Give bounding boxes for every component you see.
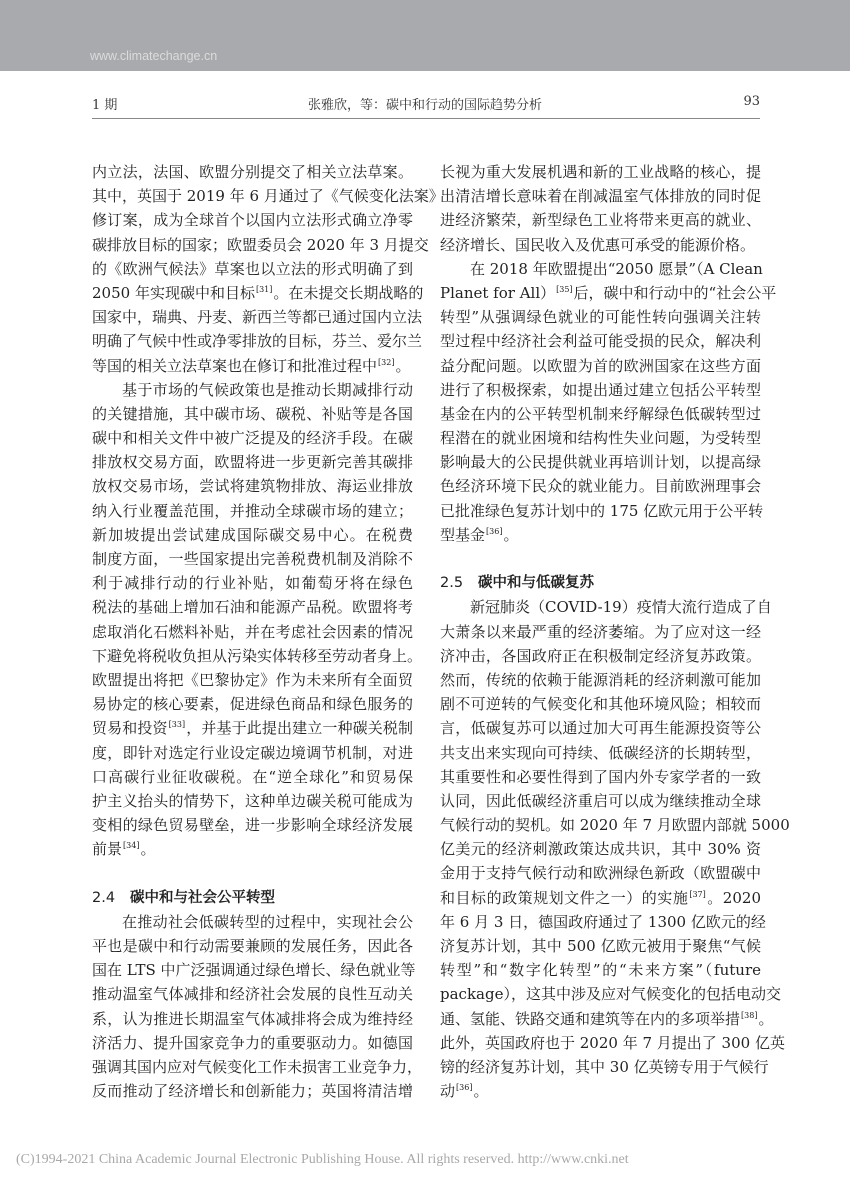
text-line: 已批准绿色复苏计划中的 175 亿欧元用于公平转 — [440, 501, 764, 520]
spacer — [440, 547, 761, 571]
section-title: 碳中和与低碳复苏 — [478, 575, 594, 592]
citation-reference[interactable]: [36] — [486, 526, 503, 536]
citation-reference[interactable]: [38] — [741, 1010, 758, 1020]
text-line: package），这其中涉及应对气候变化的包括电动交 — [440, 985, 781, 1004]
text-line: 影响最大的公民提供就业再培训计划，以提高绿 — [440, 453, 761, 472]
page-number: 93 — [743, 94, 760, 109]
text-segment: 。2020 — [706, 888, 761, 907]
text-line: 色经济环境下民众的就业能力。目前欧洲理事会 — [440, 477, 761, 496]
paragraph — [92, 378, 423, 862]
section-number: 2.5 — [440, 575, 464, 592]
text-line: 济活力、提升国家竞争力的重要驱动力。如德国 — [92, 1033, 413, 1052]
text-line: 修订案，成为全球首个以国内立法形式确立净零 — [92, 211, 413, 230]
text-line: 内立法，法国、欧盟分别提交了相关立法草案。 — [92, 163, 413, 181]
text-line — [440, 281, 777, 305]
text-line: 纳入行业覆盖范围，并推动全球碳市场的建立； — [92, 501, 413, 520]
text-line: 经济增长、国民收入及优惠可承受的能源价格。 — [440, 235, 756, 254]
section-number: 2.4 — [92, 889, 116, 906]
paragraph — [92, 910, 423, 1104]
text-line: 平也是碳中和行动需要兼顾的发展任务，因此各 — [92, 937, 413, 955]
text-line: 此外，英国政府也于 2020 年 7 月提出了 300 亿英 — [440, 1033, 785, 1052]
copyright-footer: (C)1994-2021 China Academic Journal Electronic Publishing House. All rights reserved. http://www.cnki.net — [16, 1152, 629, 1167]
text-line: 出清洁增长意味着在削减温室气体排放的同时促 — [440, 187, 761, 206]
text-line: 新加坡提出尝试建成国际碳交易中心。在税费 — [92, 525, 413, 544]
text-line: 转型”和“数字化转型”的“未来方案”（future — [440, 961, 761, 980]
text-line: 基于市场的气候政策也是推动长期减排行动 — [122, 380, 413, 399]
text-line: 制度方面，一些国家提出完善税费机制及消除不 — [92, 550, 413, 568]
text-line: 言，低碳复苏可以通过加大可再生能源投资等公 — [440, 719, 761, 738]
paragraph — [440, 257, 777, 547]
text-line: 税法的基础上增加石油和能源产品税。欧盟将考 — [92, 598, 413, 617]
text-line: 剧不可逆转的气候变化和其他环境风险；相较而 — [440, 695, 761, 714]
text-line: 程潜在的就业困境和结构性失业问题，为受转型 — [440, 429, 761, 448]
paragraph — [440, 595, 790, 1103]
text-line: 进经济繁荣，新型绿色工业将带来更高的就业、 — [440, 211, 761, 230]
journal-header-band — [0, 0, 850, 71]
text-line: 碳中和相关文件中被广泛提及的经济手段。在碳 — [92, 429, 413, 448]
text-line: 长视为重大发展机遇和新的工业战略的核心，提 — [440, 163, 761, 181]
issue-number: 1 期 — [92, 98, 118, 113]
text-line: 金用于支持气候行动和欧洲绿色新政（欧盟碳中 — [440, 864, 761, 883]
text-line: 其中，英国于 2019 年 6 月通过了《气候变化法案》 — [92, 187, 444, 206]
paragraph — [92, 160, 444, 378]
text-segment: 。 — [473, 1082, 489, 1101]
text-line: 新冠肺炎（COVID-19）疫情大流行造成了自 — [470, 598, 772, 617]
text-segment: ，并基于此提出建立一种碳关税制 — [186, 719, 413, 738]
text-line — [92, 354, 413, 378]
citation-reference[interactable]: [32] — [378, 357, 395, 367]
text-line: 大萧条以来最严重的经济萎缩。为了应对这一经 — [440, 622, 761, 641]
text-line: 亿美元的经济刺激政策达成共识，其中 30% 资 — [440, 840, 761, 859]
text-line — [92, 716, 413, 740]
text-line: 易协定的核心要素，促进绿色商品和绿色服务的 — [92, 695, 413, 714]
citation-reference[interactable]: [34] — [123, 841, 140, 851]
text-line: 虑取消化石燃料补贴，并在考虑社会因素的情况 — [92, 622, 413, 641]
text-segment: 。 — [140, 840, 156, 859]
text-segment: 型基金 — [440, 525, 486, 544]
text-line: 认同，因此低碳经济重启可以成为继续推动全球 — [440, 791, 761, 810]
text-line: 变相的绿色贸易壁垒，进一步影响全球经济发展 — [92, 816, 413, 835]
text-segment: 后，碳中和行动中的“社会公平 — [573, 283, 777, 302]
text-segment: 。在未提交长期战略的 — [273, 283, 424, 302]
text-segment: 等国的相关立法草案也在修订和批准过程中 — [92, 356, 378, 375]
text-line: 在 2018 年欧盟提出“2050 愿景”（A Clean — [470, 259, 763, 278]
text-line: 转型”从强调绿色就业的可能性转向强调关注转 — [440, 308, 761, 327]
text-line: 基金在内的公平转型机制来纾解绿色低碳转型过 — [440, 404, 761, 423]
header-divider — [92, 118, 760, 119]
text-line — [92, 837, 413, 861]
text-segment: 。 — [758, 1009, 774, 1028]
text-line: 推动温室气体减排和经济社会发展的良性互动关 — [92, 985, 413, 1004]
text-line: 镑的经济复苏计划，其中 30 亿英镑专用于气候行 — [440, 1057, 769, 1076]
text-line: 排放权交易方面，欧盟将进一步更新完善其碳排 — [92, 453, 413, 472]
text-line: 利于减排行动的行业补贴，如葡萄牙将在绿色 — [92, 574, 413, 593]
running-title: 张雅欣，等：碳中和行动的国际趋势分析 — [307, 98, 542, 113]
text-line: 护主义抬头的情势下，这种单边碳关税可能成为 — [92, 791, 413, 810]
citation-reference[interactable]: [31] — [255, 284, 273, 294]
text-line — [92, 281, 424, 305]
text-line: 型过程中经济社会利益可能受损的民众，解决利 — [440, 332, 761, 351]
text-segment: 。 — [503, 525, 519, 544]
text-line: 气候行动的契机。如 2020 年 7 月欧盟内部就 5000 — [440, 816, 790, 835]
text-line: 系，认为推进长期温室气体减排将会成为维持经 — [92, 1009, 413, 1028]
text-line: 明确了气候中性或净零排放的目标，芬兰、爱尔兰 — [92, 332, 423, 351]
text-segment: Planet for All） — [440, 283, 556, 302]
citation-reference[interactable]: [36] — [456, 1083, 473, 1093]
text-line: 然而，传统的依赖于能源消耗的经济刺激可能加 — [440, 670, 761, 689]
text-line: 济冲击，各国政府正在积极制定经济复苏政策。 — [440, 646, 761, 665]
text-line: 反而推动了经济增长和创新能力；英国将清洁增 — [92, 1082, 413, 1101]
section-heading — [92, 886, 413, 910]
text-segment: 2050 年实现碳中和目标 — [92, 283, 255, 302]
paragraph — [440, 160, 761, 257]
text-segment: 通、氢能、铁路交通和建筑等在内的多项举措 — [440, 1009, 741, 1028]
journal-website: www.climatechange.cn — [90, 49, 218, 63]
citation-reference[interactable]: [37] — [689, 889, 706, 899]
citation-reference[interactable]: [33] — [168, 720, 186, 730]
text-line: 的《欧洲气候法》草案也以立法的形式明确了到 — [92, 259, 413, 278]
section-heading — [440, 571, 761, 595]
spacer — [92, 861, 413, 885]
text-line: 下避免将税收负担从污染实体转移至劳动者身上。 — [92, 646, 423, 665]
text-line — [440, 886, 761, 910]
text-line — [440, 523, 761, 547]
text-line: 进行了积极探索，如提出通过建立包括公平转型 — [440, 380, 761, 399]
text-line — [440, 1079, 761, 1103]
text-line: 放权交易市场，尝试将建筑物排放、海运业排放 — [92, 477, 413, 496]
text-line: 的关键措施，其中碳市场、碳税、补贴等是各国 — [92, 404, 413, 423]
text-line: 其重要性和必要性得到了国内外专家学者的一致 — [440, 767, 761, 786]
text-line: 口高碳行业征收碳税。在“逆全球化”和贸易保 — [92, 767, 413, 786]
citation-reference[interactable]: [35] — [556, 284, 573, 294]
left-column — [92, 160, 444, 1103]
text-line — [440, 1007, 774, 1031]
text-line: 度，即针对选定行业设定碳边境调节机制，对进 — [92, 743, 413, 762]
text-line: 济复苏计划，其中 500 亿欧元被用于聚焦“气候 — [440, 937, 761, 955]
text-line: 欧盟提出将把《巴黎协定》作为未来所有全面贸 — [92, 670, 413, 689]
text-line: 年 6 月 3 日，德国政府通过了 1300 亿欧元的经 — [440, 912, 766, 931]
text-line: 国家中，瑞典、丹麦、新西兰等都已通过国内立法 — [92, 308, 423, 327]
text-segment: 贸易和投资 — [92, 719, 168, 738]
text-line: 碳排放目标的国家；欧盟委员会 2020 年 3 月提交 — [92, 235, 429, 254]
text-line: 强调其国内应对气候变化工作未损害工业竞争力， — [92, 1057, 423, 1076]
right-column — [440, 160, 790, 1103]
text-line: 益分配问题。以欧盟为首的欧洲国家在这些方面 — [440, 356, 761, 375]
text-line: 共支出来实现向可持续、低碳经济的长期转型， — [440, 743, 761, 762]
section-title: 碳中和与社会公平转型 — [130, 889, 275, 906]
text-line: 国在 LTS 中广泛强调通过绿色增长、绿色就业等 — [92, 961, 416, 980]
text-segment: 。 — [395, 356, 411, 375]
text-segment: 和目标的政策规划文件之一）的实施 — [440, 888, 689, 907]
text-line: 在推动社会低碳转型的过程中，实现社会公 — [122, 912, 413, 931]
text-segment: 前景 — [92, 840, 123, 859]
text-segment: 动 — [440, 1082, 456, 1101]
